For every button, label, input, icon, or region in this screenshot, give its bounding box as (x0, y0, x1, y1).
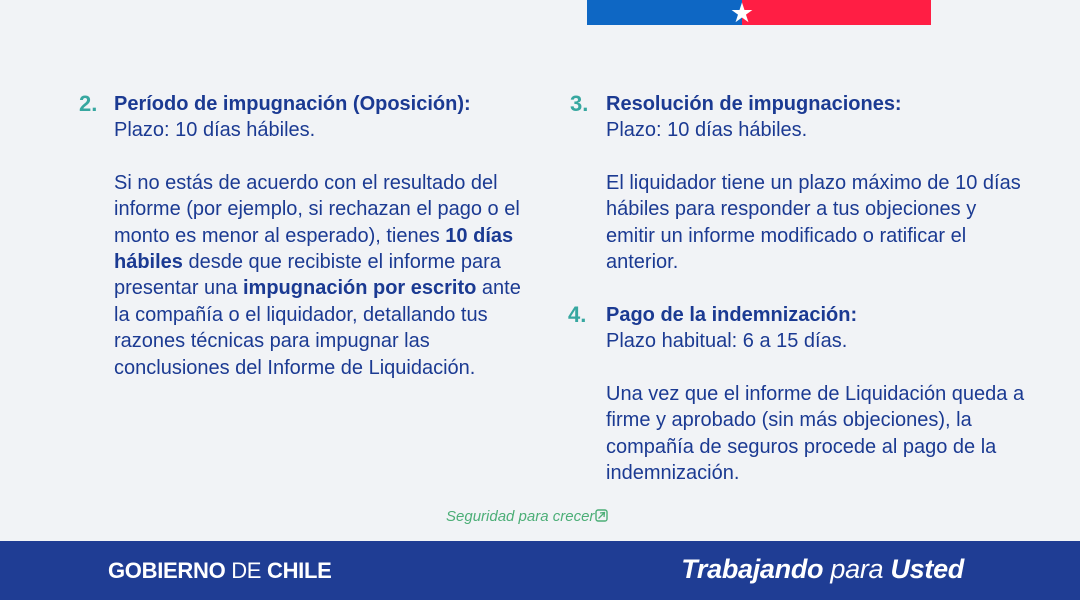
gov-word: GOBIERNO (108, 558, 232, 583)
step-body: El liquidador tiene un plazo máximo de 10 días hábiles para responder a tus objeciones y emitir un informe modificado o ratificar el anterior. (606, 171, 1021, 274)
gov-word: CHILE (261, 558, 332, 583)
leaf-icon (595, 509, 608, 522)
step-body-text: Si no estás de acuerdo con el resultado del informe (por ejemplo, si rechazan el pago o el monto es menor al esperado), tienes (114, 171, 520, 247)
step-title: Resolución de impugnaciones: (606, 93, 902, 115)
step-number: 3. (570, 91, 589, 116)
step-resolucion (570, 91, 1026, 275)
tagline-word: Usted (890, 554, 964, 584)
step-term: Plazo: 10 días hábiles. (114, 119, 316, 142)
step-body: Una vez que el informe de Liquidación queda a firme y aprobado (sin más objeciones), la compañía de seguros procede al pago de la indemnización. (606, 382, 1025, 485)
step-pago (568, 302, 1026, 486)
gov-word: DE (231, 558, 262, 583)
flag-red-field (742, 0, 931, 25)
flag-blue-field (587, 0, 755, 28)
step-number: 2. (79, 91, 98, 116)
gobierno-logo-text (108, 558, 331, 584)
step-body-text: desde que recibiste el informe para presentar una (114, 251, 501, 300)
step-body-emphasis: impugnación por escrito (242, 277, 477, 300)
tagline-word: para (823, 554, 891, 584)
star-icon: ★ (729, 0, 755, 28)
slogan (446, 508, 608, 525)
step-body-text: ante la compañía o el liquidador, detallando tus razones técnicas para impugnar las conclusiones del Informe de Liquidación. (114, 277, 521, 379)
step-title: Período de impugnación (Oposición): (114, 93, 471, 115)
step-title: Pago de la indemnización: (606, 304, 858, 326)
step-impugnacion (79, 91, 534, 381)
step-body-emphasis: 10 días hábiles (114, 224, 514, 274)
step-body (114, 170, 534, 381)
slogan-text: Seguridad para crecer (446, 508, 595, 525)
step-term: Plazo habitual: 6 a 15 días. (606, 330, 848, 353)
step-term: Plazo: 10 días hábiles. (606, 119, 808, 142)
tagline-word: Trabajando (681, 554, 824, 584)
tagline (681, 554, 964, 585)
footer-bar (0, 541, 1080, 600)
chile-flag (587, 0, 931, 28)
step-number: 4. (568, 302, 587, 327)
